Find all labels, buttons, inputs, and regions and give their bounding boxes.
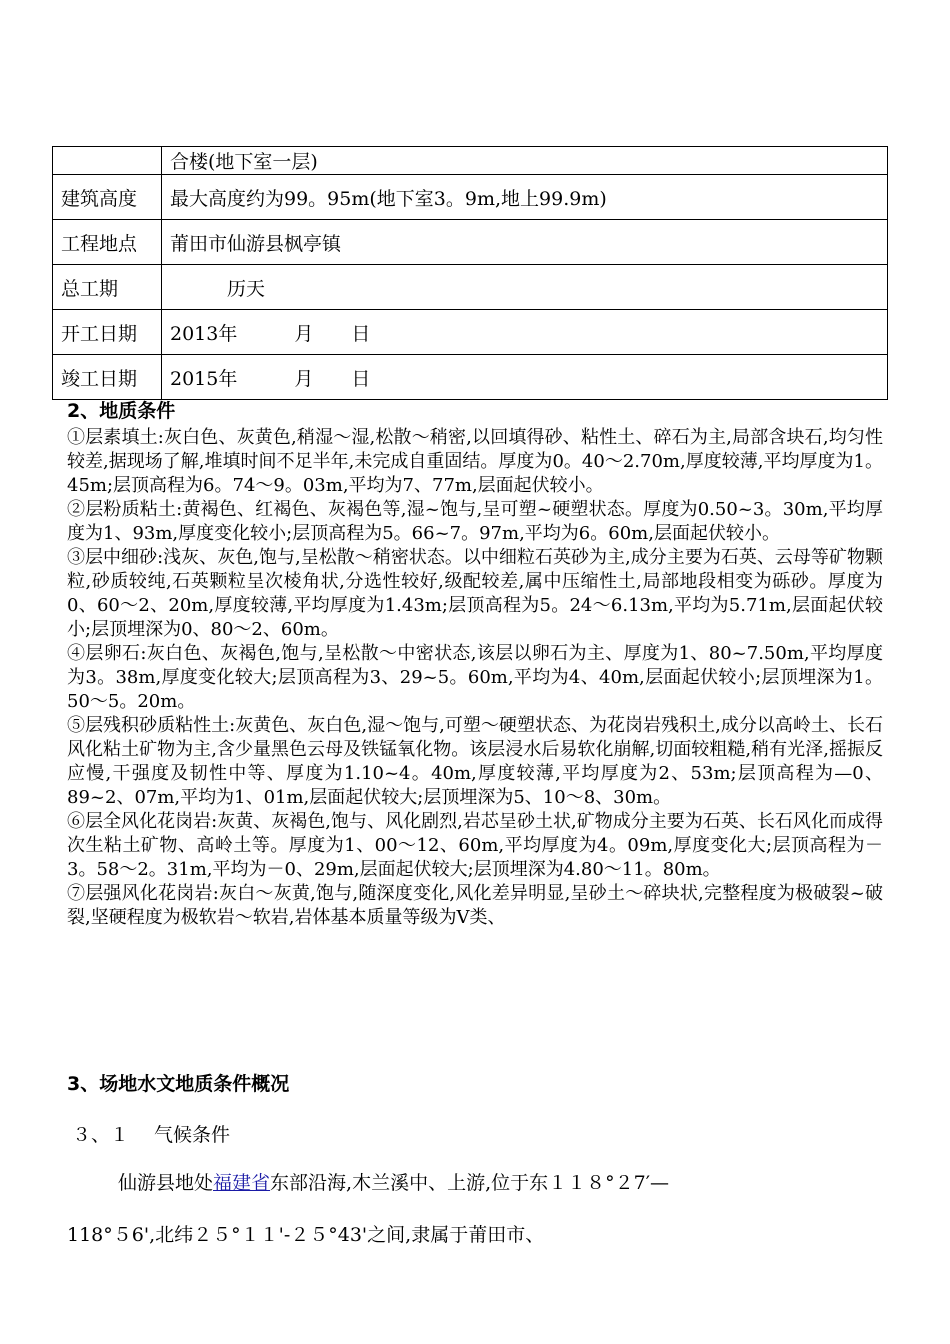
climate-paragraph-line-2: 118°５6',北纬２５°１１'-２５°43'之间,隶属于莆田市、 xyxy=(67,1224,545,1246)
text-segment: 东部沿海,木兰溪中、上游,位于东１１８°２7′— xyxy=(270,1172,670,1194)
table-row xyxy=(53,310,888,355)
paragraph-layer-3: ③层中细砂:浅灰、灰色,饱与,呈松散～稍密状态。以中细粒石英砂为主,成分主要为石英、云母等矿物颗粒,砂质较纯,石英颗粒呈次棱角状,分选性较好,级配较差,属中压缩性土,局部地段相变为砾砂。厚度为0、60～2、20m,厚度较薄,平均厚度为1.43m;层顶高程为5。24～6.13m,平均为5.71m,层面起伏较小;层顶埋深为0、80～2、60m。 xyxy=(67,547,883,640)
table-row xyxy=(53,175,888,220)
row-label: 开工日期 xyxy=(53,310,162,355)
section-heading-geology: 2、地质条件 xyxy=(67,400,176,422)
paragraph-layer-5: ⑤层残积砂质粘性土:灰黄色、灰白色,湿～饱与,可塑～硬塑状态、为花岗岩残积土,成分以高岭土、长石风化粘土矿物为主,含少量黑色云母及铁锰氧化物。该层浸水后易软化崩解,切面较粗糙,稍有光泽,摇振反应慢,干强度及韧性中等、厚度为1.10~4。40m,厚度较薄,平均厚度为2、53m;层顶高程为—0、89~2、07m,平均为1、01m,层面起伏较大;层顶埋深为5、10～8、30m。 xyxy=(67,715,883,808)
table-row xyxy=(53,147,888,175)
subsection-heading-climate: ３、１ 气候条件 xyxy=(72,1124,231,1146)
table-row xyxy=(53,355,888,400)
row-label: 总工期 xyxy=(53,265,162,310)
row-value: 最大高度约为99。95m(地下室3。9m,地上99.9m) xyxy=(162,175,888,220)
table-row xyxy=(53,220,888,265)
row-label: 竣工日期 xyxy=(53,355,162,400)
paragraph-layer-1: ①层素填土:灰白色、灰黄色,稍湿～湿,松散～稍密,以回填得砂、粘性土、碎石为主,局部含块石,均匀性较差,据现场了解,堆填时间不足半年,未完成自重固结。厚度为0。40～2.70m,厚度较薄,平均厚度为1。45m;层顶高程为6。74～9。03m,平均为7、77m,层面起伏较小。 xyxy=(67,427,883,496)
section-heading-hydrology: 3、场地水文地质条件概况 xyxy=(67,1073,290,1095)
row-value: 合楼(地下室一层) xyxy=(162,147,888,175)
row-value: 莆田市仙游县枫亭镇 xyxy=(162,220,888,265)
geology-body xyxy=(67,426,883,930)
paragraph-layer-2: ②层粉质粘土:黄褐色、红褐色、灰褐色等,湿~饱与,呈可塑~硬塑状态。厚度为0.50~3。30m,平均厚度为1、93m,厚度变化较小;层顶高程为5。66~7。97m,平均为6。60m,层面起伏较小。 xyxy=(67,499,883,544)
text-segment: 仙游县地处 xyxy=(118,1172,214,1194)
row-value: 2013年 月 日 xyxy=(162,310,888,355)
fujian-link[interactable]: 福建省 xyxy=(213,1172,271,1194)
row-value: 历天 xyxy=(162,265,888,310)
paragraph-layer-6: ⑥层全风化花岗岩:灰黄、灰褐色,饱与、风化剧烈,岩芯呈砂土状,矿物成分主要为石英、长石风化而成得次生粘土矿物、高岭土等。厚度为1、00～12、60m,平均厚度为4。09m,厚度变化大;层顶高程为－3。58～2。31m,平均为－0、29m,层面起伏较大;层顶埋深为4.80～11。80m。 xyxy=(67,811,883,880)
climate-paragraph-line-1 xyxy=(118,1168,669,1195)
row-label xyxy=(53,147,162,175)
row-label: 建筑高度 xyxy=(53,175,162,220)
table-row xyxy=(53,265,888,310)
row-label: 工程地点 xyxy=(53,220,162,265)
paragraph-layer-7: ⑦层强风化花岗岩:灰白～灰黄,饱与,随深度变化,风化差异明显,呈砂土～碎块状,完整程度为极破裂~破裂,坚硬程度为极软岩～软岩,岩体基本质量等级为Ⅴ类、 xyxy=(67,883,883,928)
project-info-table xyxy=(52,146,888,400)
row-value: 2015年 月 日 xyxy=(162,355,888,400)
paragraph-layer-4: ④层卵石:灰白色、灰褐色,饱与,呈松散～中密状态,该层以卵石为主、厚度为1、80~7.50m,平均厚度为3。38m,厚度变化较大;层顶高程为3、29~5。60m,平均为4、40m,层面起伏较小;层顶埋深为1。50～5。20m。 xyxy=(67,643,883,712)
